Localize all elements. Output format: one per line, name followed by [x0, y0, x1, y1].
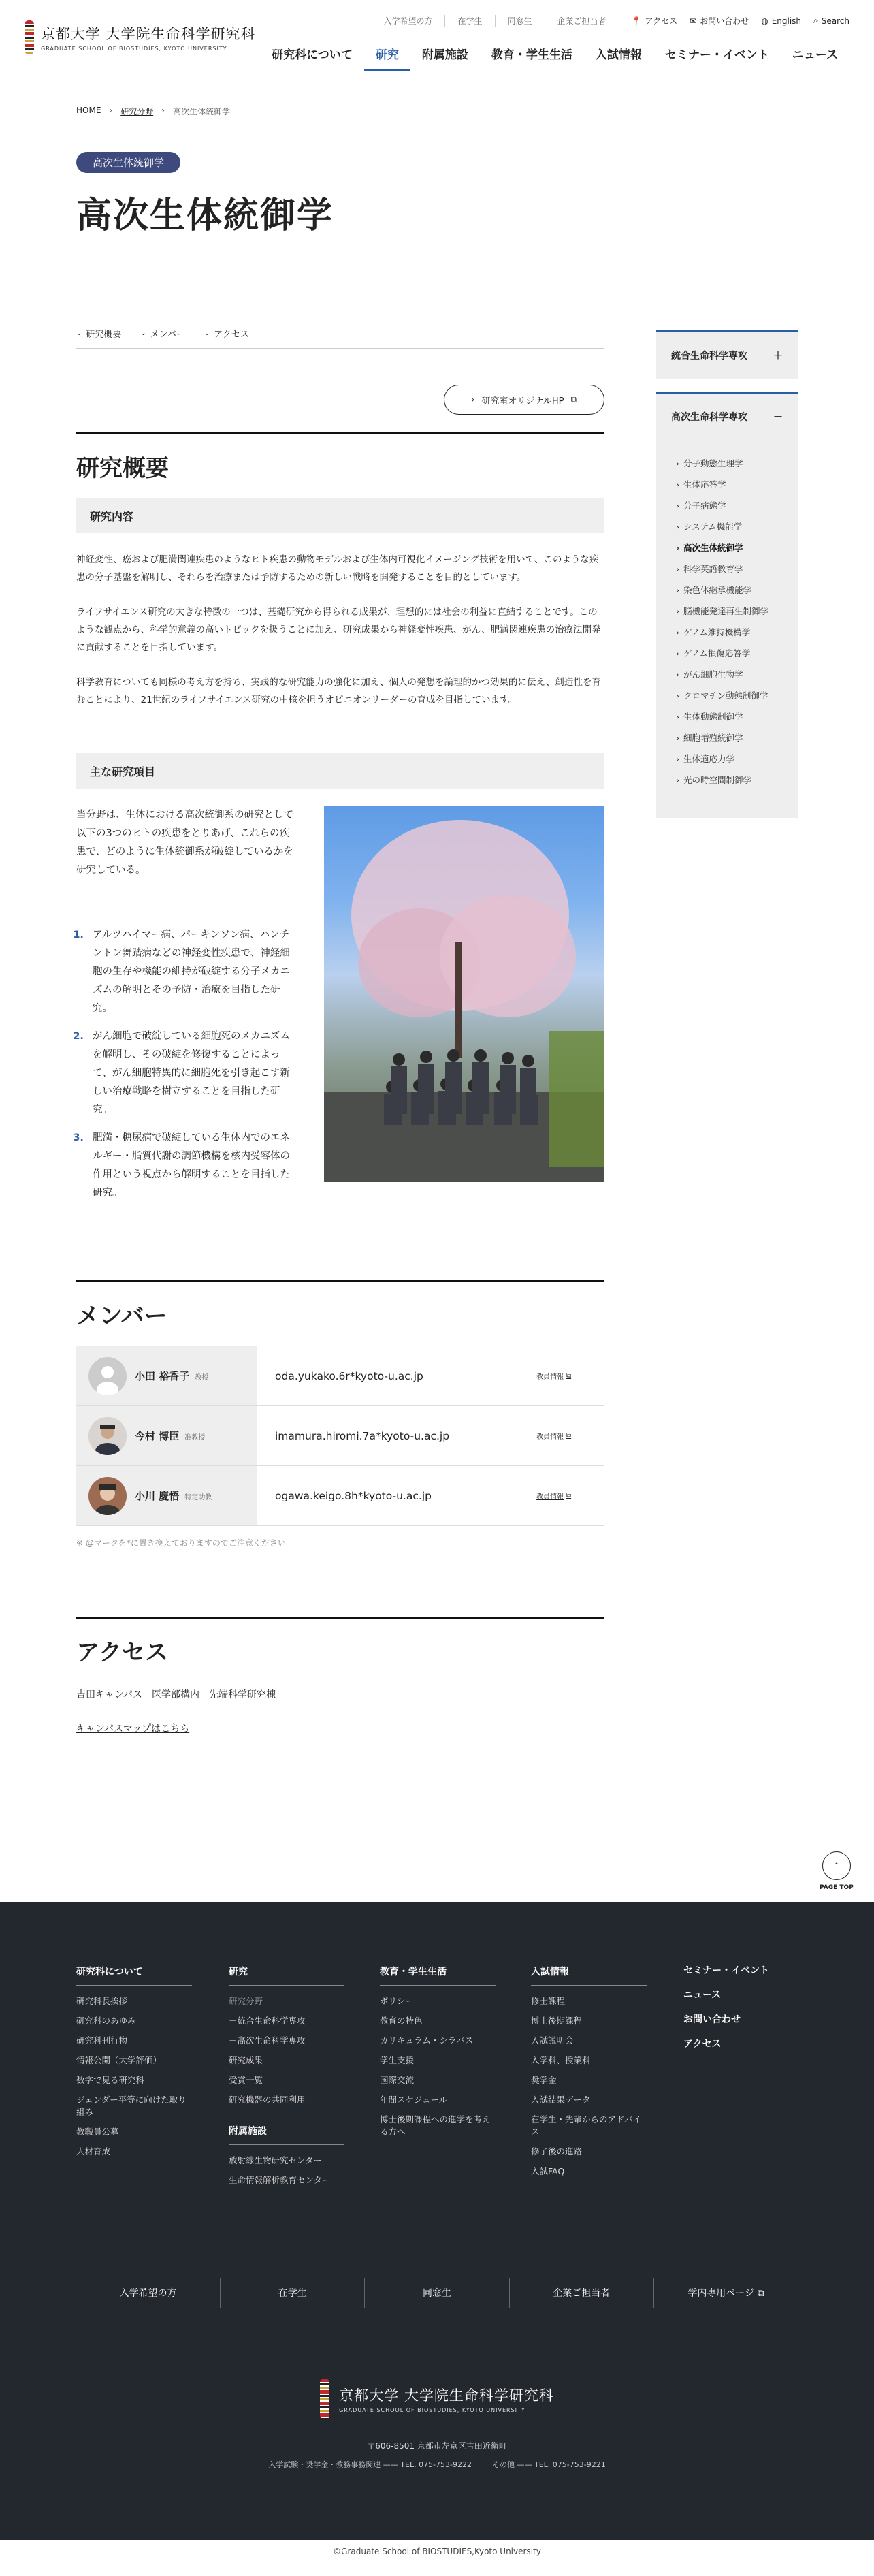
sidebar-item[interactable]: › 細胞増殖統御学	[683, 727, 783, 748]
chevron-up-icon: ⌃	[822, 1851, 851, 1880]
member-email: ogawa.keigo.8h*kyoto-u.ac.jp	[275, 1489, 432, 1502]
access-location: 吉田キャンパス 医学部構内 先端科学研究棟	[76, 1689, 276, 1700]
chevron-right-icon: ›	[161, 106, 165, 115]
subsection-title: 主な研究項目	[76, 753, 604, 789]
util-link-students[interactable]: 在学生	[445, 15, 495, 27]
logo-title-en: GRADUATE SCHOOL OF BIOSTUDIES, KYOTO UNIVERSITY	[41, 46, 227, 52]
site-header	[0, 0, 874, 82]
utility-nav	[371, 15, 849, 27]
footer-link[interactable]: 奨学金	[531, 2075, 557, 2085]
member-title: 教授	[195, 1374, 209, 1382]
paragraph: 科学教育についても同様の考え方を持ち、実践的な研究能力の強化に加え、個人の発想を論理的かつ効果的に伝え、創造性を育むことにより、21世紀のライフサイエンス研究の中核を担うオピニオンリーダーの育成を目指しています。	[76, 677, 601, 705]
footer-link[interactable]: 学生支援	[380, 2055, 415, 2065]
member-name: 小川 慶悟	[135, 1490, 180, 1502]
sidebar-item[interactable]: › 科学英語教育学	[683, 558, 783, 579]
footer-link[interactable]: 情報公開（大学評価）	[76, 2055, 162, 2065]
footer-link[interactable]: 数字で見る研究科	[76, 2075, 145, 2085]
footer-link[interactable]: －統合生命科学専攻	[229, 2016, 306, 2026]
external-link-icon: ⧉	[757, 2288, 764, 2299]
footer-link[interactable]: 博士後期課程への進学を考える方へ	[380, 2114, 491, 2137]
footer-link[interactable]: 修士課程	[531, 1996, 566, 2006]
section-title-members: メンバー	[76, 1280, 604, 1331]
footer-link[interactable]: 受賞一覧	[229, 2075, 263, 2085]
sidebar-item[interactable]: › ゲノム損傷応答学	[683, 643, 783, 664]
avatar	[88, 1477, 127, 1515]
gnav-events[interactable]: セミナー・イベント	[664, 48, 769, 62]
access-link[interactable]: 📍 アクセス	[631, 16, 678, 26]
external-link-icon: ⧉	[570, 394, 577, 405]
footer-link[interactable]: 国際交流	[380, 2075, 415, 2085]
gnav-research[interactable]: 研究	[364, 45, 410, 71]
footer-col-education: 教育・学生生活 ポリシー 教育の特色 カリキュラム・シラバス 学生支援 国際交流 年間スケジュール 博士後期課程への進学を考える方へ	[380, 1965, 496, 2146]
avatar-placeholder-icon	[88, 1357, 127, 1395]
footer-link[interactable]: 人材育成	[76, 2146, 111, 2157]
footer-link[interactable]: 研究機器の共同利用	[229, 2095, 306, 2105]
sidebar-item[interactable]: › 分子病態学	[683, 495, 783, 516]
sidebar-item[interactable]: › クロマチン動態制御学	[683, 685, 783, 706]
member-title: 特定助教	[184, 1494, 212, 1501]
research-items	[76, 806, 604, 1212]
search-button[interactable]: ⌕ Search	[813, 16, 849, 26]
footer-link[interactable]: －高次生命科学専攻	[229, 2035, 306, 2046]
logo-emblem-icon	[25, 20, 34, 54]
chevron-right-icon: ›	[471, 394, 475, 405]
page-title: 高次生体統御学	[76, 195, 334, 236]
footer-link[interactable]: 在学生	[220, 2278, 364, 2308]
sidebar-item[interactable]: › がん細胞生物学	[683, 664, 783, 685]
site-footer	[0, 1902, 874, 2540]
chevron-right-icon: ›	[109, 106, 113, 115]
english-link[interactable]: ◍ English	[761, 16, 802, 26]
sidebar-item[interactable]: › 脳機能発達再生制御学	[683, 601, 783, 622]
footer-link[interactable]: 入学料、授業料	[531, 2055, 591, 2065]
page-top-button[interactable]: ⌃ PAGE TOP	[820, 1851, 854, 1891]
footer-link[interactable]: 生命情報解析教育センター	[229, 2175, 331, 2185]
faculty-info-link[interactable]: 教員情報 ⧉	[536, 1492, 572, 1501]
logo-title-jp: 京都大学 大学院生命科学研究科	[41, 26, 256, 42]
divider	[76, 348, 604, 349]
member-name: 今村 博臣	[135, 1430, 180, 1442]
list-item: 1. アルツハイマー病、パーキンソン病、ハンチントン舞踏病などの神経変性疾患で、神経細胞の生存や機能の維持が破綻する分子メカニズムの解明とその予防・治療を目指した研究。	[87, 926, 297, 1018]
faculty-info-link[interactable]: 教員情報 ⧉	[536, 1372, 572, 1381]
section-title-overview: 研究概要	[76, 432, 604, 483]
sidebar-item[interactable]: › 生体応答学	[683, 474, 783, 495]
main-content	[76, 385, 604, 1735]
footer-link[interactable]: 企業ご担当者	[509, 2278, 653, 2308]
footer-link[interactable]: 在学生・先輩からのアドバイス	[531, 2114, 642, 2137]
chevron-down-icon: ⌄	[140, 330, 146, 337]
external-link-icon: ⧉	[566, 1432, 572, 1440]
footer-link[interactable]: 修了後の進路	[531, 2146, 583, 2157]
paragraph: 神経変性、癌および肥満関連疾患のようなヒト疾患の動物モデルおよび生体内可視化イメージング技術を用いて、このような疾患の分子基盤を解明し、それらを治療または予防するための新しい戦略を開発することを目的としています。	[76, 554, 599, 583]
footer-link[interactable]: 博士後期課程	[531, 2016, 583, 2026]
sidebar-item[interactable]: › システム機能学	[683, 516, 783, 537]
copyright: ©Graduate School of BIOSTUDIES,Kyoto University	[333, 2547, 541, 2556]
sidebar-item[interactable]: › 生体動態制御学	[683, 706, 783, 727]
anchor-overview[interactable]: ⌄ 研究概要	[76, 330, 122, 340]
footer-link[interactable]: ポリシー	[380, 1996, 415, 2006]
sidebar-list	[656, 439, 798, 791]
breadcrumb-research-fields[interactable]: 研究分野	[120, 107, 154, 116]
footer-link[interactable]: 放射線生物研究センター	[229, 2155, 323, 2165]
footer-col-research: 研究 研究分野 －統合生命科学専攻 －高次生命科学専攻 研究成果 受賞一覧 研究機器の共同利用 附属施設 放射線生物研究センター 生命情報解析教育センター	[229, 1965, 344, 2194]
external-link-icon: ⧉	[566, 1492, 572, 1499]
faculty-info-link[interactable]: 教員情報 ⧉	[536, 1432, 572, 1441]
member-name: 小田 裕香子	[135, 1370, 190, 1382]
contact-link[interactable]: ✉ お問い合わせ	[690, 16, 749, 26]
member-table	[76, 1346, 604, 1526]
anchor-members[interactable]: ⌄ メンバー	[140, 330, 185, 340]
breadcrumb-home[interactable]: HOME	[76, 106, 101, 115]
sidebar-item[interactable]: › 染色体継承機能学	[683, 579, 783, 601]
footer-logo[interactable]: 京都大学 大学院生命科学研究科 GRADUATE SCHOOL OF BIOSTUDIES, KYOTO UNIVERSITY	[0, 2379, 874, 2419]
footer-link[interactable]: 研究科刊行物	[76, 2035, 128, 2046]
member-email: oda.yukako.6r*kyoto-u.ac.jp	[275, 1369, 423, 1382]
search-icon: ⌕	[813, 16, 818, 25]
footer-link[interactable]: 同窓生	[364, 2278, 508, 2308]
chevron-down-icon: ⌄	[76, 330, 82, 337]
footer-link-internal[interactable]: 学内専用ページ ⧉	[653, 2278, 798, 2308]
footer-link[interactable]: ジェンダー平等に向けた取り組み	[76, 2095, 187, 2117]
gnav-facilities[interactable]: 附属施設	[421, 48, 468, 62]
footer-link[interactable]: 入学希望の方	[119, 2288, 177, 2299]
footer-col-admissions: 入試情報 修士課程 博士後期課程 入試説明会 入学料、授業料 奨学金 入試結果データ 在学生・先輩からのアドバイス 修了後の進路 入試FAQ	[531, 1965, 647, 2185]
breadcrumb-current: 高次生体統御学	[173, 107, 231, 116]
gnav-news[interactable]: ニュース	[792, 48, 838, 62]
footer-link[interactable]: ニュース	[683, 1990, 722, 2001]
chevron-down-icon: ⌄	[204, 330, 210, 337]
footer-link[interactable]: 研究成果	[229, 2055, 263, 2065]
category-badge: 高次生体統御学	[76, 152, 180, 173]
external-link-icon: ⧉	[566, 1372, 572, 1380]
gnav-about[interactable]: 研究科について	[272, 48, 353, 62]
footer-link[interactable]: カリキュラム・シラバス	[380, 2035, 474, 2046]
footer-link[interactable]: アクセス	[683, 2039, 722, 2050]
util-link-alumni[interactable]: 同窓生	[496, 15, 545, 27]
subsection-title: 研究内容	[76, 498, 604, 533]
footer-link[interactable]: 研究分野	[229, 1996, 263, 2006]
campus-map-link[interactable]: キャンパスマップはこちら	[76, 1723, 190, 1734]
research-intro: 当分野は、生体における高次統御系の研究として以下の3つのヒトの疾患をとりあげ、これらの疾患で、どのように生体統御系が破綻しているかを研究している。	[76, 810, 293, 876]
sidebar	[656, 330, 798, 818]
sidebar-item[interactable]: › 生体適応力学	[683, 748, 783, 769]
research-item-list	[76, 926, 297, 1203]
gnav-admissions[interactable]: 入試情報	[595, 48, 642, 62]
table-row	[76, 1346, 604, 1406]
footer-link[interactable]: 研究科長挨拶	[76, 1996, 128, 2006]
footer-link[interactable]: 年間スケジュール	[380, 2095, 448, 2105]
pin-icon: 📍	[631, 16, 642, 26]
sidebar-accordion-advanced	[656, 392, 798, 818]
footer-link[interactable]: 入試説明会	[531, 2035, 574, 2046]
footer-contacts: 入学試験・奨学金・教務事務関連 —— TEL. 075-753-9222 その他 —— TEL. 075-753-9221	[268, 2460, 606, 2469]
util-link-prospective[interactable]: 入学希望の方	[371, 15, 445, 27]
global-nav	[260, 45, 849, 71]
sidebar-accordion-header[interactable]: 高次生命科学専攻 －	[656, 394, 798, 439]
footer-link[interactable]: 入試FAQ	[531, 2166, 565, 2176]
member-email: imamura.hiromi.7a*kyoto-u.ac.jp	[275, 1429, 450, 1442]
member-title: 准教授	[184, 1434, 206, 1442]
gnav-education[interactable]: 教育・学生生活	[491, 48, 572, 62]
sidebar-accordion-integrated[interactable]: 統合生命科学専攻 ＋	[656, 330, 798, 379]
breadcrumb	[76, 106, 798, 127]
logo-emblem-icon	[320, 2379, 329, 2419]
sidebar-item[interactable]: › 高次生体統御学	[683, 537, 783, 558]
site-logo[interactable]	[25, 20, 256, 54]
table-row	[76, 1466, 604, 1526]
anchor-access[interactable]: ⌄ アクセス	[204, 330, 249, 340]
avatar	[88, 1417, 127, 1455]
lab-hp-button[interactable]: › 研究室オリジナルHP ⧉	[444, 385, 604, 415]
paragraph: ライフサイエンス研究の大きな特徴の一つは、基礎研究から得られる成果が、理想的には社会の利益に直結することです。このような観点から、科学的意義の高いトピックを扱うことに加え、研究成果から神経変性疾患、がん、肥満関連疾患の治療法開発に貢献することを目指しています。	[76, 607, 601, 653]
footer-link[interactable]: 研究科のあゆみ	[76, 2016, 136, 2026]
table-row	[76, 1406, 604, 1466]
mail-icon: ✉	[690, 16, 697, 26]
footer-col-misc	[683, 1965, 799, 2063]
util-link-companies[interactable]: 企業ご担当者	[545, 15, 619, 27]
plus-icon: ＋	[773, 350, 783, 362]
email-note: ※ @マークを*に置き換えておりますのでご注意ください	[76, 1538, 286, 1548]
sidebar-item[interactable]: › ゲノム維持機構学	[683, 622, 783, 643]
sidebar-item[interactable]: › 光の時空間制御学	[683, 769, 783, 791]
footer-link[interactable]: 教職員公募	[76, 2127, 119, 2137]
sidebar-item[interactable]: › 分子動態生理学	[683, 453, 783, 474]
minus-icon: －	[773, 411, 783, 423]
footer-link[interactable]: お問い合わせ	[683, 2014, 741, 2025]
list-item: 2. がん細胞で破綻している細胞死のメカニズムを解明し、その破綻を修復することによって、がん細胞特異的に細胞死を引き起こす新しい治療戦略を樹立することを目指した研究。	[87, 1028, 297, 1119]
footer-link[interactable]: セミナー・イベント	[683, 1965, 769, 1976]
footer-audience-bar	[76, 2278, 798, 2308]
footer-link[interactable]: 教育の特色	[380, 2016, 423, 2026]
lab-group-photo	[324, 806, 604, 1182]
list-item: 3. 肥満・糖尿病で破綻している生体内でのエネルギー・脂質代謝の調節機構を核内受容体の作用という視点から解明することを目指した研究。	[87, 1129, 297, 1203]
footer-col-about: 研究科について 研究科長挨拶 研究科のあゆみ 研究科刊行物 情報公開（大学評価） 数字で見る研究科 ジェンダー平等に向けた取り組み 教職員公募 人材育成	[76, 1965, 192, 2165]
footer-address: 〒606-8501 京都市左京区吉田近衛町	[367, 2441, 507, 2451]
globe-icon: ◍	[761, 16, 768, 26]
footer-link[interactable]: 入試結果データ	[531, 2095, 591, 2105]
section-title-access: アクセス	[76, 1617, 604, 1667]
